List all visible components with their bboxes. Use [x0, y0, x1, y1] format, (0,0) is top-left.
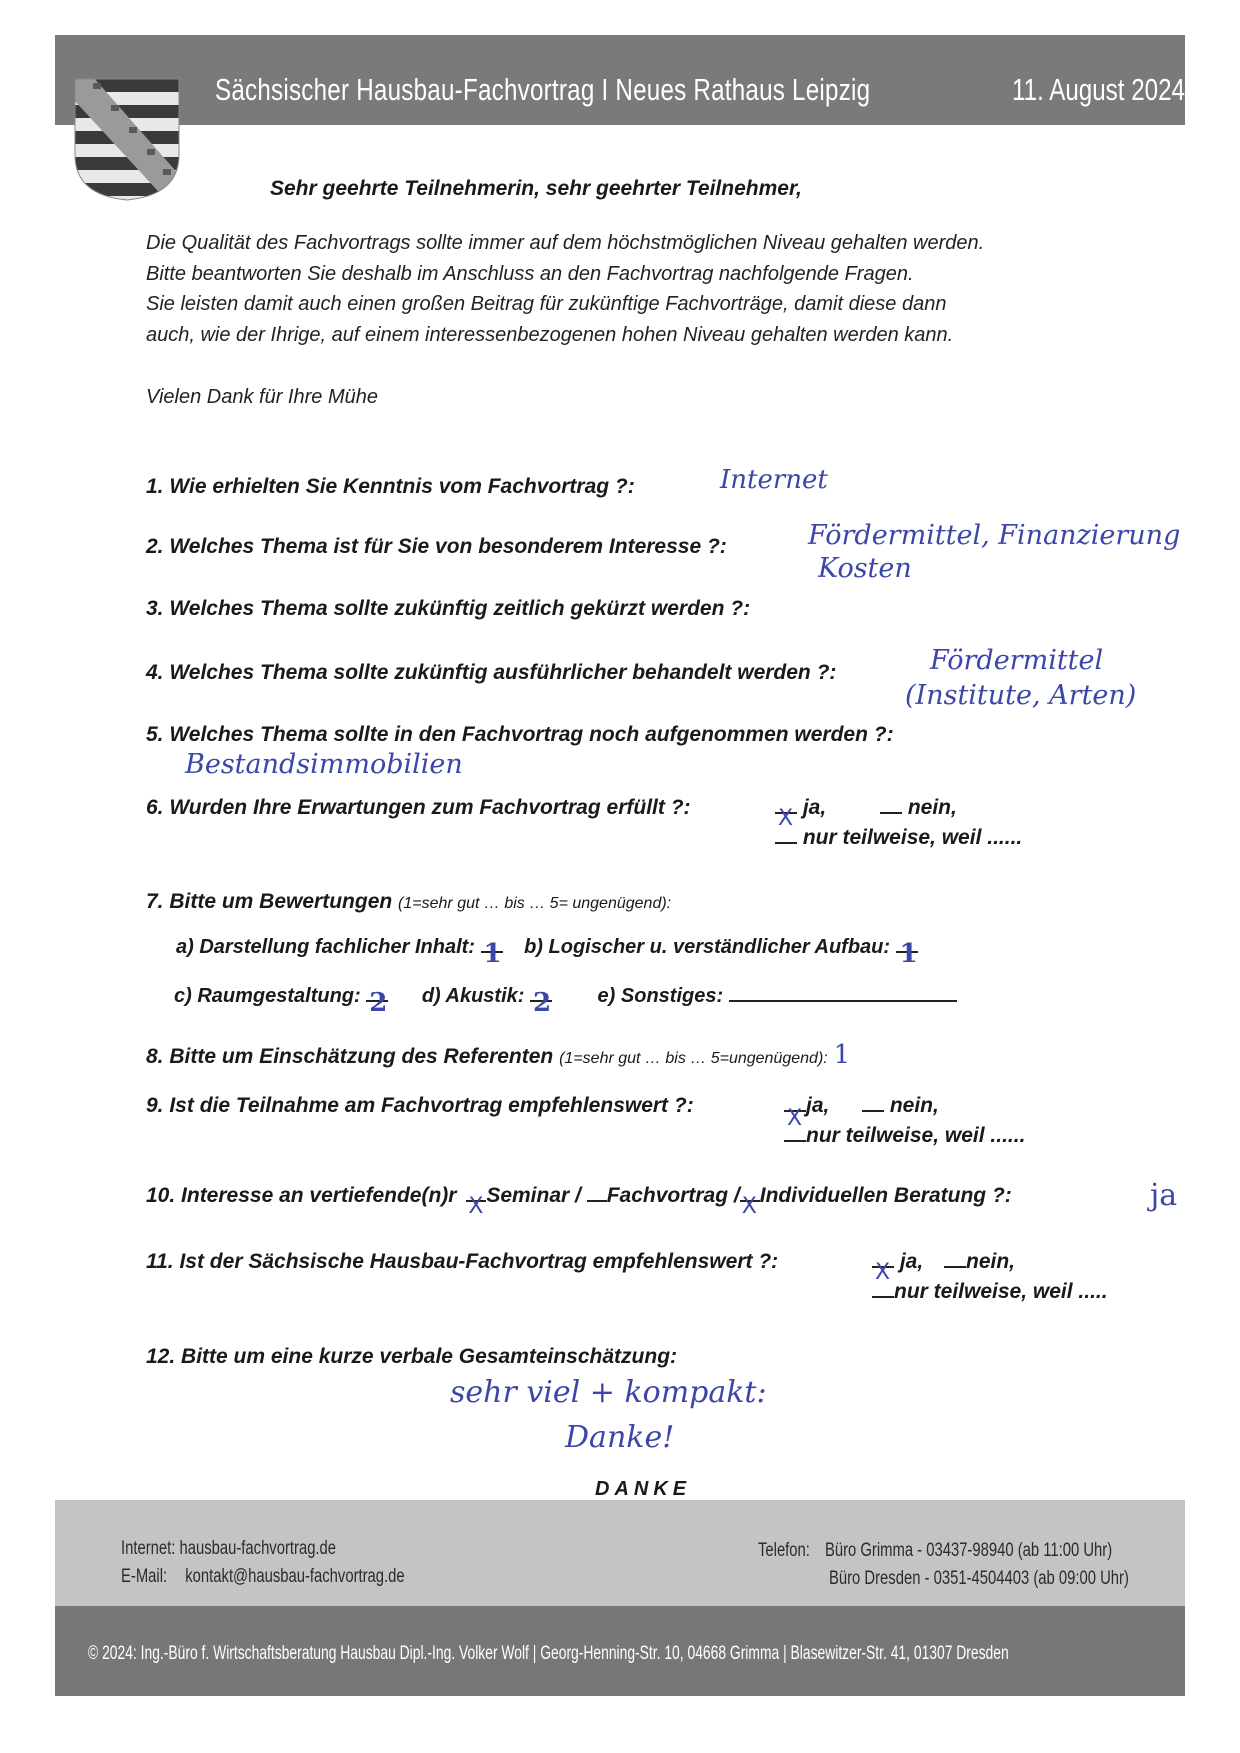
- q11-option-no[interactable]: [944, 1250, 1015, 1274]
- q7d-label: d) Akustik:: [421, 985, 525, 1007]
- question-12: 12. Bitte um eine kurze verbale Gesamteinschätzung:: [146, 1345, 678, 1368]
- internet-label: Internet:: [121, 1538, 176, 1559]
- question-5: 5. Welches Thema sollte in den Fachvortrag noch aufgenommen werden ?:: [146, 723, 894, 746]
- coat-of-arms-logo: [73, 77, 181, 202]
- q8-title: 8. Bitte um Einschätzung des Referenten: [146, 1045, 554, 1068]
- q6-yes-blank[interactable]: [775, 806, 797, 831]
- q10-beratung-blank[interactable]: [740, 1194, 760, 1219]
- q6-no-label: nein,: [907, 796, 957, 819]
- q7-title: 7. Bitte um Bewertungen: [146, 890, 393, 913]
- question-4: 4. Welches Thema sollte zukünftig ausführlicher behandelt werden ?:: [146, 661, 837, 684]
- closing-danke: DANKE: [595, 1478, 692, 1500]
- q10-answer[interactable]: ja: [1150, 1178, 1178, 1213]
- email-link[interactable]: kontakt@hausbau-fachvortrag.de: [185, 1566, 405, 1587]
- contact-phone-1: [758, 1540, 1112, 1562]
- question-6: 6. Wurden Ihre Erwartungen zum Fachvortrag erfüllt ?:: [146, 796, 691, 819]
- phone-label: Telefon:: [758, 1540, 810, 1561]
- header-date: 11. August 2024: [1012, 72, 1186, 107]
- q7b-field[interactable]: [896, 939, 918, 969]
- q6-partial-blank[interactable]: [775, 842, 797, 844]
- question-7: [146, 890, 671, 914]
- q10-seminar-blank[interactable]: [466, 1194, 486, 1219]
- q10-beratung-mark: X: [741, 1194, 757, 1219]
- question-2: 2. Welches Thema ist für Sie von besonderem Interesse ?:: [146, 535, 727, 558]
- q11-option-yes[interactable]: [872, 1250, 924, 1285]
- q10-fach-blank[interactable]: [587, 1200, 607, 1202]
- intro-line: Bitte beantworten Sie deshalb im Anschluss an den Fachvortrag nachfolgende Fragen.: [146, 262, 914, 285]
- q9-no-label: nein,: [889, 1094, 939, 1117]
- q6-check-mark: X: [778, 806, 794, 831]
- q7e-label: e) Sonstiges:: [597, 985, 724, 1007]
- q7d-field[interactable]: [530, 988, 552, 1018]
- q7c-value: 2: [369, 988, 388, 1018]
- q10-fach-label[interactable]: Fachvortrag /: [606, 1184, 740, 1207]
- contact-internet: [121, 1538, 336, 1560]
- q6-option-no[interactable]: [880, 796, 957, 820]
- question-3: 3. Welches Thema sollte zukünftig zeitlich gekürzt werden ?:: [146, 597, 751, 620]
- q7-row-1: [176, 936, 918, 969]
- answer-2-line-2[interactable]: Kosten: [818, 553, 912, 584]
- answer-2-line-1[interactable]: Fördermittel, Finanzierung: [808, 520, 1181, 551]
- q7a-field[interactable]: [481, 939, 503, 969]
- q9-yes-blank[interactable]: [784, 1106, 806, 1131]
- q6-option-yes[interactable]: [775, 796, 827, 831]
- greeting: Sehr geehrte Teilnehmerin, sehr geehrter Teilnehmer,: [270, 177, 802, 200]
- q11-partial-blank[interactable]: [872, 1296, 894, 1298]
- q7b-value: 1: [899, 939, 918, 969]
- q11-no-blank[interactable]: [944, 1266, 966, 1268]
- header-title: Sächsischer Hausbau-Fachvortrag I Neues Rathaus Leipzig: [215, 72, 871, 107]
- q7a-value: 1: [483, 939, 502, 969]
- answer-1[interactable]: Internet: [720, 465, 828, 495]
- question-9: 9. Ist die Teilnahme am Fachvortrag empfehlenswert ?:: [146, 1094, 694, 1117]
- q9-option-yes[interactable]: [784, 1094, 830, 1131]
- thanks-text: Vielen Dank für Ihre Mühe: [146, 386, 378, 408]
- intro-text: [146, 228, 984, 350]
- answer-12-line-2[interactable]: Danke!: [565, 1420, 675, 1455]
- answer-12-line-1[interactable]: sehr viel + kompakt:: [450, 1375, 767, 1410]
- internet-link[interactable]: hausbau-fachvortrag.de: [179, 1538, 337, 1559]
- q10-seminar-label[interactable]: Seminar /: [486, 1184, 581, 1207]
- q6-no-blank[interactable]: [880, 812, 902, 814]
- q9-option-no[interactable]: [862, 1094, 939, 1118]
- q7e-field[interactable]: [729, 1000, 957, 1002]
- contact-email: [121, 1566, 405, 1588]
- q7c-label: c) Raumgestaltung:: [174, 985, 361, 1007]
- q6-yes-label: ja,: [802, 796, 827, 819]
- q9-partial-blank[interactable]: [784, 1140, 806, 1142]
- q7b-label: b) Logischer u. verständlicher Aufbau:: [524, 936, 891, 958]
- q10-seminar-mark: X: [468, 1194, 484, 1219]
- q11-option-partial[interactable]: [872, 1280, 1108, 1304]
- q7-row-2: [174, 985, 957, 1018]
- answer-4-line-2[interactable]: (Institute, Arten): [905, 680, 1137, 711]
- q8-value[interactable]: 1: [833, 1040, 851, 1070]
- q7d-value: 2: [532, 988, 552, 1018]
- answer-4-line-1[interactable]: Fördermittel: [930, 645, 1104, 676]
- q9-partial-label: nur teilweise, weil ......: [806, 1124, 1026, 1147]
- q9-check-mark: X: [787, 1106, 803, 1131]
- q10-title: 10. Interesse an vertiefende(n)r: [146, 1184, 457, 1207]
- q7-scale: (1=sehr gut … bis … 5= ungenügend):: [398, 895, 672, 912]
- q11-partial-label: nur teilweise, weil .....: [894, 1280, 1108, 1303]
- q7c-field[interactable]: [366, 988, 388, 1018]
- q6-option-partial[interactable]: [775, 826, 1022, 850]
- question-8: [146, 1040, 850, 1070]
- email-label: E-Mail:: [121, 1566, 168, 1587]
- answer-5[interactable]: Bestandsimmobilien: [185, 749, 463, 780]
- q9-no-blank[interactable]: [862, 1110, 884, 1112]
- intro-line: Die Qualität des Fachvortrags sollte immer auf dem höchstmöglichen Niveau gehalten werden.: [146, 232, 985, 254]
- intro-line: Sie leisten damit auch einen großen Beitrag für zukünftige Fachvorträge, damit diese dann: [146, 293, 947, 315]
- phone-grimma: Büro Grimma - 03437-98940 (ab 11:00 Uhr): [824, 1540, 1113, 1561]
- intro-line: auch, wie der Ihrige, auf einem interessenbezogenen hohen Niveau gehalten werden kann.: [146, 323, 954, 346]
- q11-no-label: nein,: [966, 1250, 1016, 1273]
- question-1: 1. Wie erhielten Sie Kenntnis vom Fachvortrag ?:: [146, 475, 635, 498]
- q9-option-partial[interactable]: [784, 1124, 1025, 1148]
- q11-check-mark: X: [875, 1260, 891, 1285]
- footer-text: © 2024: Ing.-Büro f. Wirtschaftsberatung Hausbau Dipl.-Ing. Volker Wolf | Georg-Henning-Str. 10, 04668 Grimma | Blasewitzer-Str. 41, 01307 Dresden: [88, 1643, 1009, 1664]
- q8-scale: (1=sehr gut … bis … 5=ungenügend):: [559, 1050, 828, 1067]
- q7a-label: a) Darstellung fachlicher Inhalt:: [176, 936, 475, 958]
- q11-yes-label: ja,: [899, 1250, 924, 1273]
- phone-dresden: Büro Dresden - 0351-4504403 (ab 09:00 Uhr): [829, 1568, 1129, 1589]
- q10-beratung-label[interactable]: Individuellen Beratung ?:: [759, 1184, 1012, 1207]
- question-10: [146, 1184, 1012, 1219]
- q9-yes-label: ja,: [806, 1094, 830, 1117]
- q11-yes-blank[interactable]: [872, 1260, 894, 1285]
- q6-partial-label: nur teilweise, weil ......: [802, 826, 1023, 849]
- question-11: 11. Ist der Sächsische Hausbau-Fachvortrag empfehlenswert ?:: [146, 1250, 779, 1273]
